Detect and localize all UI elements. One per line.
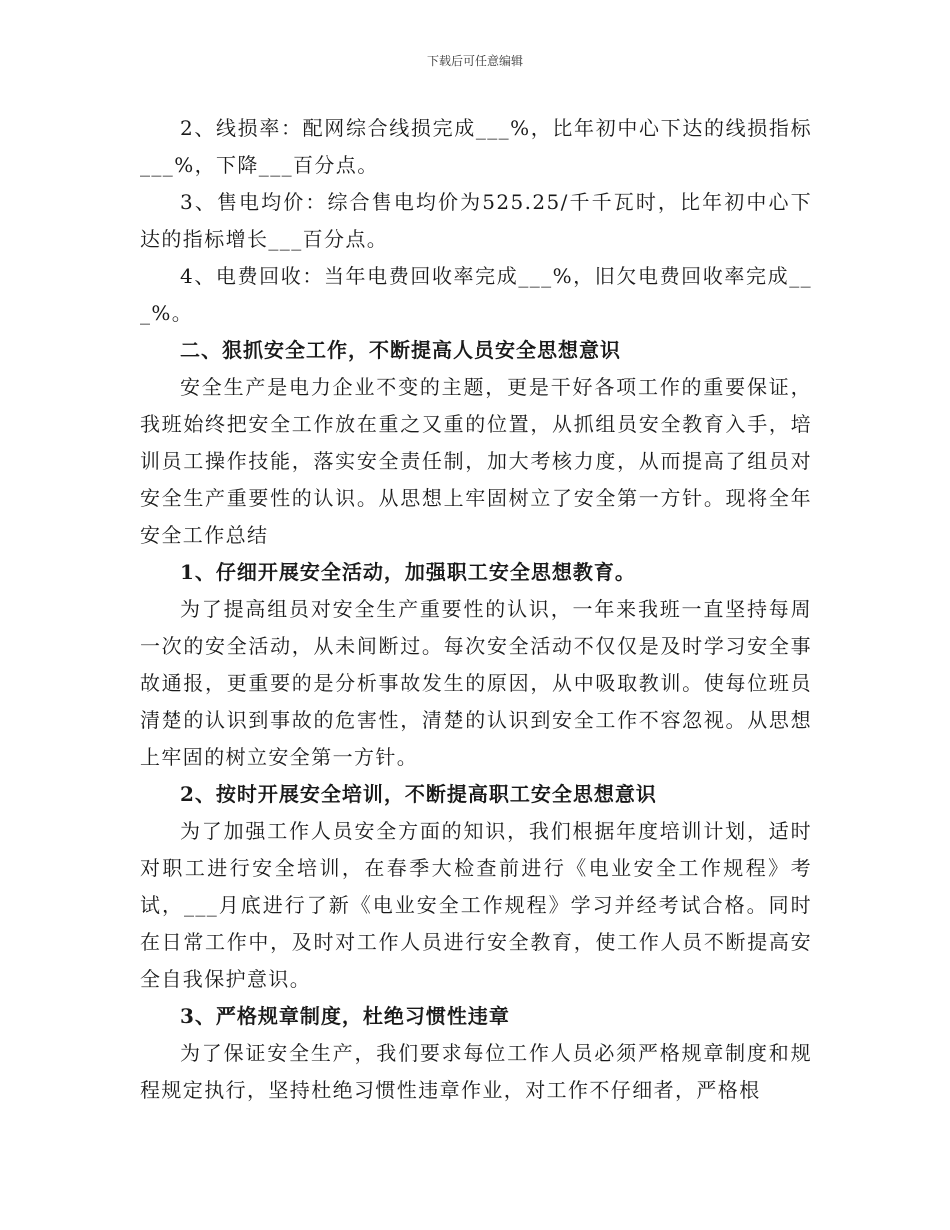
subheading-safety-activities: 1、仔细开展安全活动，加强职工安全思想教育。: [180, 560, 636, 584]
paragraph-line-loss: 2、线损率：配网综合线损完成___%，比年初中心下达的线损指标___%，下降___百分点。: [140, 116, 812, 177]
paragraph-avg-price: 3、售电均价：综合售电均价为525.25/千千瓦时，比年初中心下达的指标增长___百分点。: [140, 190, 812, 251]
document-body: [140, 110, 812, 1109]
section-heading-safety: 二、狠抓安全工作，不断提高人员安全思想意识: [180, 338, 621, 362]
subheading-safety-training: 2、按时开展安全培训，不断提高职工安全思想意识: [180, 782, 657, 806]
paragraph-safety-activities: 为了提高组员对安全生产重要性的认识，一年来我班一直坚持每周一次的安全活动，从未间断过。每次安全活动不仅仅是及时学习安全事故通报，更重要的是分析事故发生的原因，从中吸取教训。使每位班员清楚的认识到事故的危害性，清楚的认识到安全工作不容忽视。从思想上牢固的树立安全第一方针。: [140, 597, 812, 769]
paragraph-safety-training: 为了加强工作人员安全方面的知识，我们根据年度培训计划，适时对职工进行安全培训，在春季大检查前进行《电业安全工作规程》考试，___月底进行了新《电业安全工作规程》学习并经考试合格。同时在日常工作中，及时对工作人员进行安全教育，使工作人员不断提高安全自我保护意识。: [140, 819, 812, 991]
paragraph-safety-intro: 安全生产是电力企业不变的主题，更是干好各项工作的重要保证，我班始终把安全工作放在重之又重的位置，从抓组员安全教育入手，培训员工操作技能，落实安全责任制，加大考核力度，从而提高了组员对安全生产重要性的认识。从思想上牢固树立了安全第一方针。现将全年安全工作总结: [140, 375, 812, 547]
page-header: 下载后可任意编辑: [426, 54, 523, 68]
subheading-regulations: 3、严格规章制度，杜绝习惯性违章: [180, 1004, 510, 1028]
paragraph-regulations: 为了保证安全生产，我们要求每位工作人员必须严格规章制度和规程规定执行，坚持杜绝习惯性违章作业，对工作不仔细者，严格根: [140, 1041, 812, 1102]
paragraph-fee-recovery: 4、电费回收：当年电费回收率完成___%，旧欠电费回收率完成___%。: [140, 264, 812, 325]
